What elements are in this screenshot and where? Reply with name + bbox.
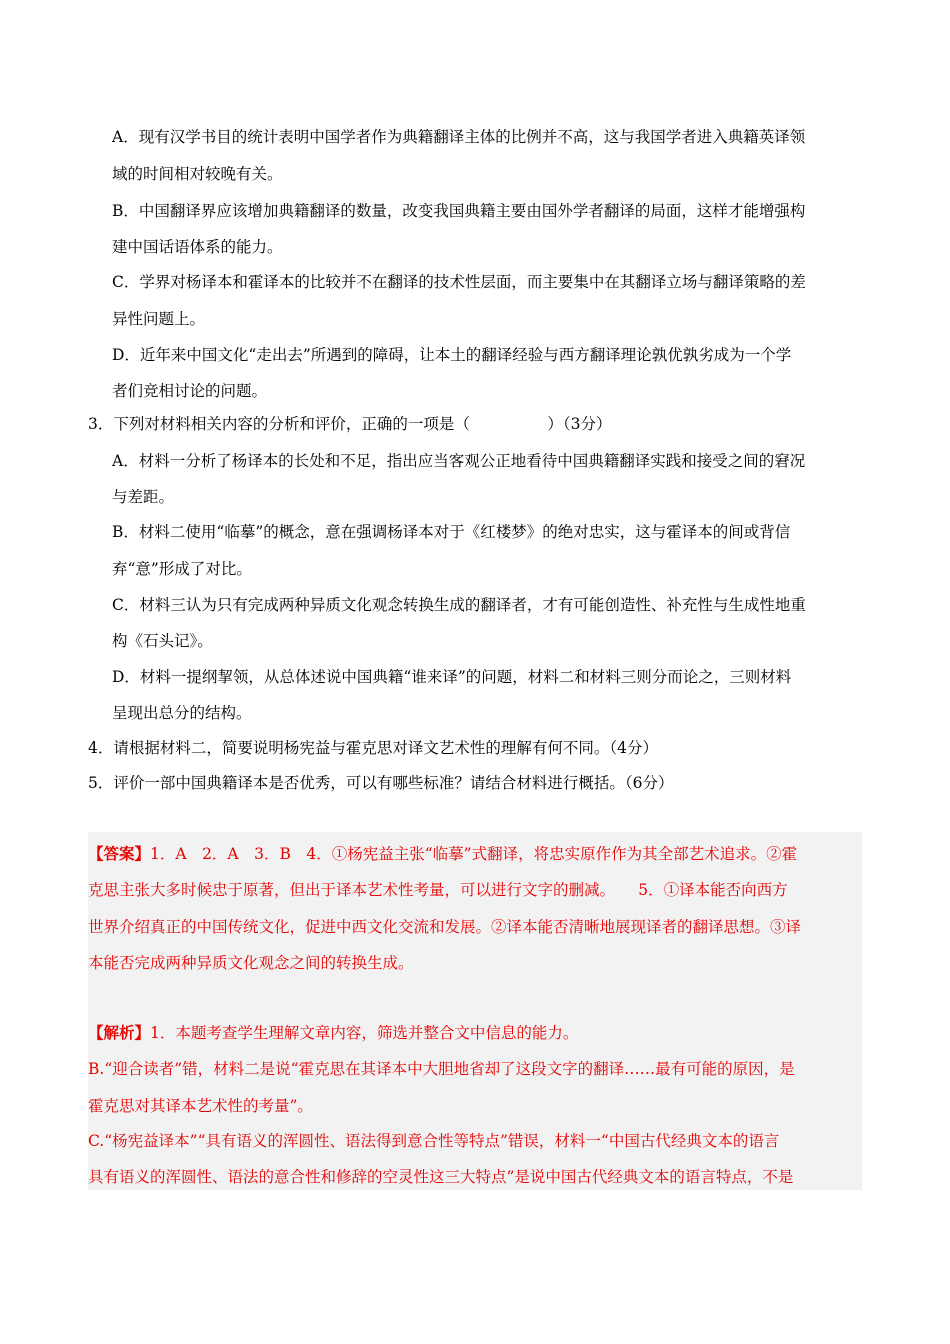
- answer-line-4: 本能否完成两种异质文化观念之间的转换生成。: [88, 954, 414, 972]
- answer-line-1: [88, 844, 797, 864]
- q3-option-d-line1: D．材料一提纲挈领，从总体述说中国典籍“谁来译”的问题，材料二和材料三则分而论之，三则材料: [112, 668, 792, 686]
- q4-stem: 4．请根据材料二，简要说明杨宪益与霍克思对译文艺术性的理解有何不同。（4分）: [88, 739, 658, 757]
- q3-option-a-line2: 与差距。: [112, 488, 175, 506]
- q2-option-a-line2: 域的时间相对较晚有关。: [112, 165, 283, 183]
- answer-line-3: 世界介绍真正的中国传统文化，促进中西文化交流和发展。②译本能否清晰地展现译者的翻译思想。③译: [88, 918, 802, 936]
- analysis-line-3: 霍克思对其译本艺术性的考量”。: [88, 1097, 313, 1115]
- q3-option-a-line1: A．材料一分析了杨译本的长处和不足，指出应当客观公正地看待中国典籍翻译实践和接受之间的窘况: [112, 452, 806, 470]
- q2-option-b-line2: 建中国话语体系的能力。: [112, 238, 283, 256]
- q2-option-c-line2: 异性问题上。: [112, 310, 206, 328]
- analysis-text-1: 1．本题考查学生理解文章内容，筛选并整合文中信息的能力。: [150, 1024, 579, 1042]
- analysis-line-1: [88, 1023, 578, 1043]
- q3-stem: 3．下列对材料相关内容的分析和评价，正确的一项是（ ）（3分）: [88, 415, 612, 433]
- q2-option-c-line1: C．学界对杨译本和霍译本的比较并不在翻译的技术性层面，而主要集中在其翻译立场与翻译策略的差: [112, 273, 806, 291]
- answer-line-2: 克思主张大多时候忠于原著，但出于译本艺术性考量，可以进行文字的删减。 5．①译本能否向西方: [88, 881, 788, 899]
- analysis-line-5: 具有语义的浑圆性、语法的意合性和修辞的空灵性这三大特点”是说中国古代经典文本的语言特点，不是: [88, 1168, 794, 1186]
- q3-option-b-line2: 弃“意”形成了对比。: [112, 560, 252, 578]
- answer-text-1: 1．A 2．A 3．B 4．①杨宪益主张“临摹”式翻译，将忠实原作作为其全部艺术追求。②霍: [150, 845, 798, 863]
- q2-option-d-line2: 者们竞相讨论的问题。: [112, 382, 268, 400]
- q5-stem: 5．评价一部中国典籍译本是否优秀，可以有哪些标准？请结合材料进行概括。（6分）: [88, 774, 674, 792]
- analysis-line-2: B.“迎合读者”错，材料二是说“霍克思在其译本中大胆地省却了这段文字的翻译……最有可能的原因，是: [88, 1060, 795, 1078]
- q2-option-a-line1: A．现有汉学书目的统计表明中国学者作为典籍翻译主体的比例并不高，这与我国学者进入典籍英译领: [112, 128, 806, 146]
- q3-option-c-line2: 构《石头记》。: [112, 632, 213, 650]
- q3-option-b-line1: B．材料二使用“临摹”的概念，意在强调杨译本对于《红楼梦》的绝对忠实，这与霍译本的间或背信: [112, 523, 791, 541]
- analysis-line-4: C.“杨宪益译本”“具有语义的浑圆性、语法得到意合性等特点”错误，材料一“中国古代经典文本的语言: [88, 1132, 780, 1150]
- analysis-tag: 【解析】: [88, 1023, 151, 1042]
- q3-option-c-line1: C．材料三认为只有完成两种异质文化观念转换生成的翻译者，才有可能创造性、补充性与生成性地重: [112, 596, 806, 614]
- q3-option-d-line2: 呈现出总分的结构。: [112, 704, 252, 722]
- q2-option-b-line1: B．中国翻译界应该增加典籍翻译的数量，改变我国典籍主要由国外学者翻译的局面，这样才能增强构: [112, 202, 806, 220]
- q2-option-d-line1: D．近年来中国文化“走出去”所遇到的障碍，让本土的翻译经验与西方翻译理论孰优孰劣成为一个学: [112, 346, 792, 364]
- answer-tag: 【答案】: [88, 844, 151, 863]
